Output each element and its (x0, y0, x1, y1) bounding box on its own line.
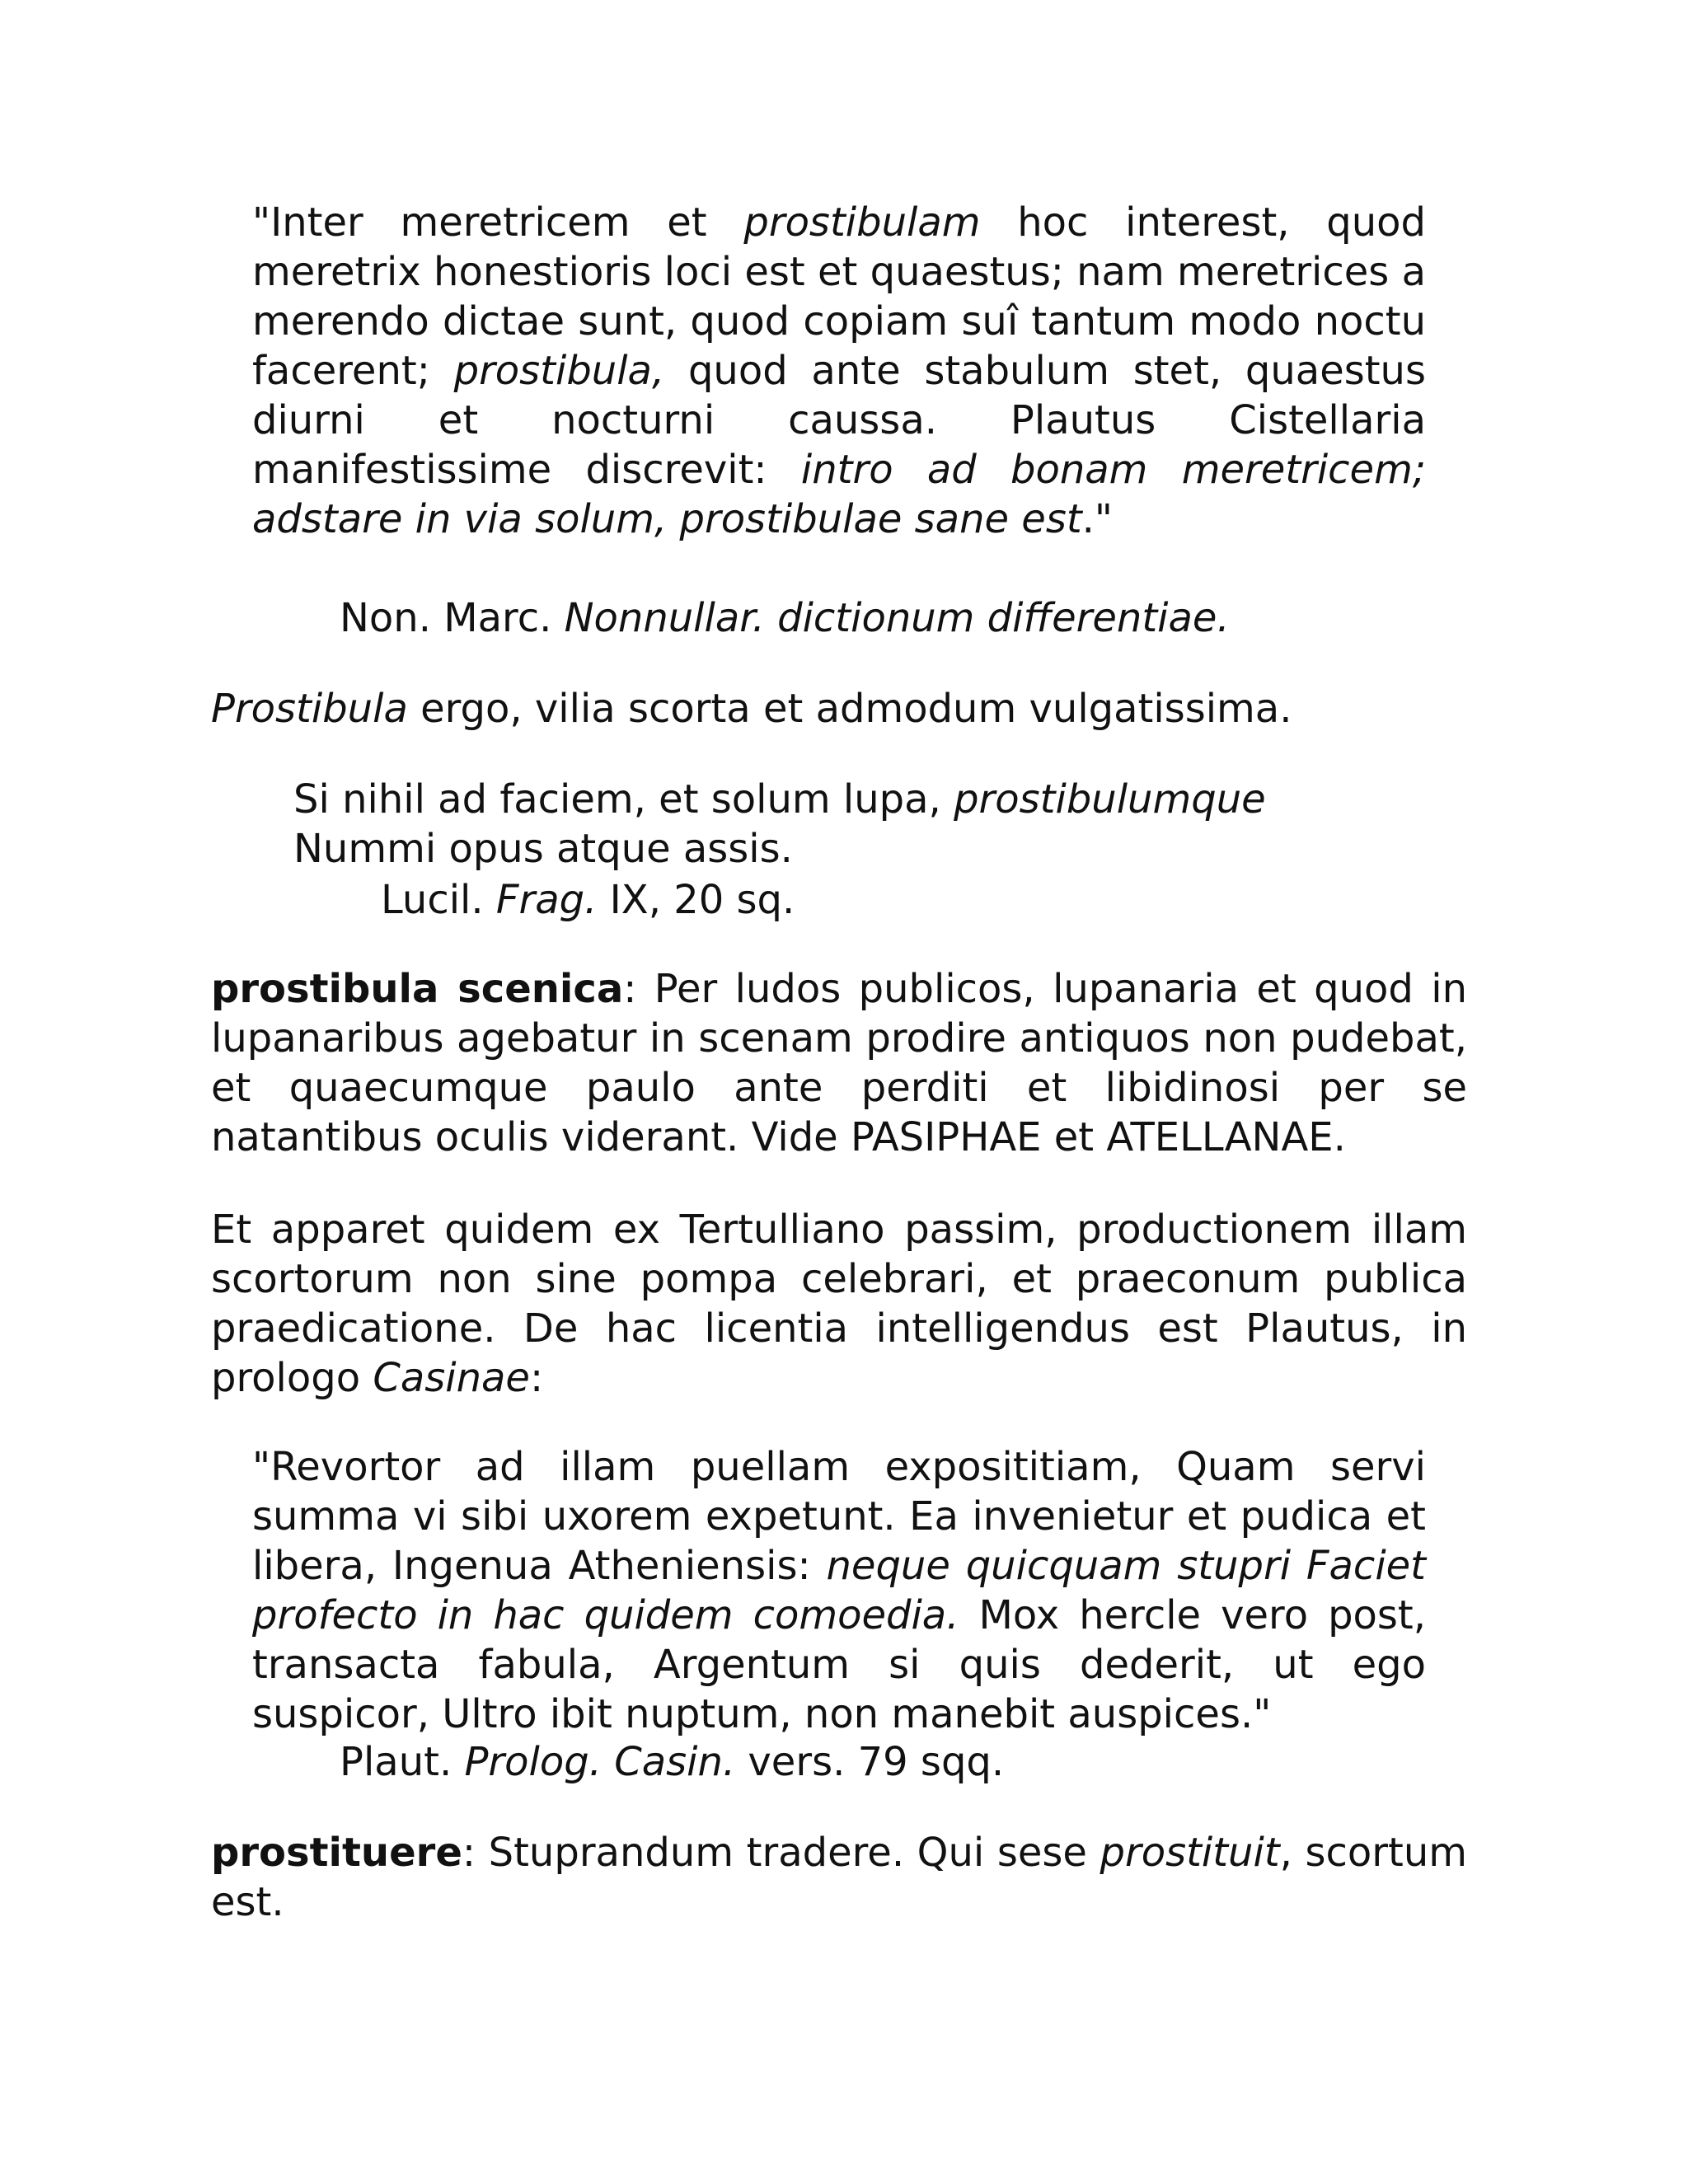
entry-italic: prostituit (1100, 1830, 1280, 1876)
paragraph-text: ergo, vilia scorta et admodum vulgatissima. (407, 686, 1292, 732)
paragraph-text: : (529, 1355, 544, 1401)
citation-italic: Prolog. Casin. (464, 1739, 736, 1785)
entry-prostibula-scenica (211, 964, 1467, 1162)
quote-text: "Revortor ad illam puellam exposititiam, Quam servi summa vi sibi uxorem expetunt. Ea invenietur et pudica et libera, Ingenua Atheniensis: (252, 1444, 1426, 1589)
citation-italic: Nonnullar. dictionum differentiae. (564, 595, 1230, 641)
citation-plautus (340, 1737, 1004, 1787)
paragraph-italic: Prostibula (211, 686, 408, 732)
citation-text: Plaut. (340, 1739, 465, 1785)
quote-text: hoc interest, quod meretrix honestioris loci est et quaestus; nam meretrices a merendo dictae sunt, quod copiam suî tantum modo noctu facerent; (252, 199, 1426, 394)
citation-text: IX, 20 sq. (597, 877, 795, 923)
entry-term: prostituere (211, 1830, 462, 1876)
citation-italic: Frag. (495, 877, 598, 923)
verse-text: Si nihil ad faciem, et solum lupa, (293, 776, 954, 823)
paragraph-tertullian (211, 1205, 1467, 1403)
quote-text: "Inter meretricem et (252, 199, 744, 246)
paragraph-italic: Casinae (373, 1355, 530, 1401)
quote-italic: neque quicquam stupri Faciet profecto in hac quidem comoedia. (252, 1543, 1426, 1638)
entry-text: , scortum est. (211, 1830, 1467, 1925)
quote-italic: prostibulam (743, 199, 981, 246)
blockquote-plautus (252, 1442, 1426, 1739)
entry-prostituere (211, 1828, 1467, 1927)
paragraph-prostibula (211, 684, 1292, 733)
verse-line-1 (293, 775, 1266, 824)
citation-nonius (340, 593, 1230, 643)
quote-text: Mox hercle vero post, transacta fabula, Argentum si quis dederit, ut ego suspicor, Ultro ibit nuptum, non manebit auspices." (252, 1592, 1426, 1737)
verse-line-2: Nummi opus atque assis. (293, 826, 793, 872)
entry-term: prostibula scenica (211, 966, 624, 1012)
quote-italic: prostibula, (453, 348, 665, 394)
quote-italic: intro ad bonam meretricem; adstare in via solum, prostibulae sane est (252, 447, 1427, 542)
citation-text: Lucil. (381, 877, 496, 923)
entry-text: : Stuprandum tradere. Qui sese (462, 1830, 1100, 1876)
blockquote-nonius (252, 198, 1426, 544)
citation-text: vers. 79 sqq. (735, 1739, 1005, 1785)
quote-text: ." (1081, 496, 1113, 542)
entry-text: : Per ludos publicos, lupanaria et quod in lupanaribus agebatur in scenam prodire antiquos non pudebat, et quaecumque paulo ante perditi et libidinosi per se natantibus oculis viderant. Vide PASIPHAE et ATELLANAE. (211, 966, 1467, 1160)
paragraph-text: Et apparet quidem ex Tertulliano passim, productionem illam scortorum non sine pompa celebrari, et praeconum publica praedicatione. De hac licentia intelligendus est Plautus, in prologo (211, 1207, 1467, 1401)
quote-text: quod ante stabulum stet, quaestus diurni et nocturni caussa. Plautus Cistellaria manifestissime discrevit: (252, 348, 1426, 493)
verse-lucilius (293, 775, 1266, 874)
verse-italic: prostibulumque (954, 776, 1266, 823)
citation-lucilius (381, 875, 795, 925)
citation-text: Non. Marc. (340, 595, 565, 641)
